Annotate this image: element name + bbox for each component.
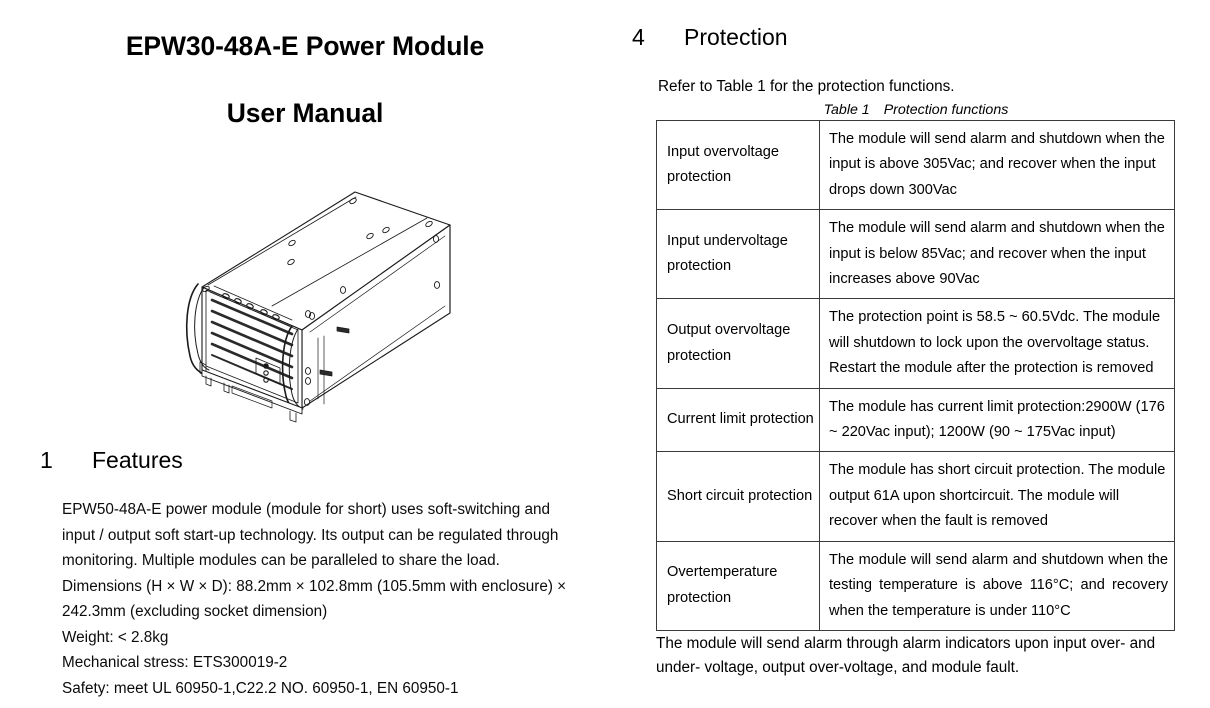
features-paragraph-3: Weight: < 2.8kg bbox=[62, 628, 169, 646]
page-subtitle: User Manual bbox=[226, 98, 384, 128]
table-row bbox=[657, 210, 1175, 299]
protection-name: Overtemperature protection bbox=[667, 564, 778, 606]
product-illustration bbox=[140, 180, 480, 430]
section-title: Protection bbox=[684, 24, 788, 50]
protection-description: The module will send alarm and shutdown when the testing temperature is above 116°C; and recovery when the temperature is under 110°C bbox=[829, 551, 1168, 619]
table-cell-description bbox=[820, 121, 1175, 210]
protection-functions-table bbox=[656, 120, 1175, 631]
table-cell-description bbox=[820, 210, 1175, 299]
table-row bbox=[657, 541, 1175, 630]
section-number: 1 bbox=[40, 447, 53, 473]
table-cell-name bbox=[657, 121, 820, 210]
protection-description: The module will send alarm and shutdown when the input is below 85Vac; and recover when the input increases above 90Vac bbox=[829, 220, 1165, 288]
table-cell-name bbox=[657, 210, 820, 299]
features-paragraph-5: Safety: meet UL 60950-1,C22.2 NO. 60950-1, EN 60950-1 bbox=[62, 679, 459, 697]
protection-description: The module will send alarm and shutdown when the input is above 305Vac; and recover when the input drops down 300Vac bbox=[829, 131, 1165, 198]
table-cell-name bbox=[657, 388, 820, 452]
protection-name: Current limit protection bbox=[667, 411, 814, 428]
protection-description: The module has current limit protection:2900W (176 ~ 220Vac input); 1200W (90 ~ 175Vac input) bbox=[829, 398, 1165, 441]
features-paragraph-2: Dimensions (H × W × D): 88.2mm × 102.8mm (105.5mm with enclosure) × 242.3mm (excluding socket dimension) bbox=[62, 577, 567, 620]
table-caption-text: Protection functions bbox=[883, 102, 1009, 118]
footer-note-text: The module will send alarm through alarm indicators upon input over- and under- voltage, output over-voltage, and module fault. bbox=[656, 635, 1156, 676]
section-title: Features bbox=[92, 447, 183, 473]
table-caption-label: Table 1 bbox=[823, 102, 870, 118]
table-cell-name bbox=[657, 452, 820, 541]
table-cell-description bbox=[820, 388, 1175, 452]
protection-name: Short circuit protection bbox=[667, 487, 813, 504]
features-paragraph-4: Mechanical stress: ETS300019-2 bbox=[62, 654, 288, 671]
protection-footer-note bbox=[656, 632, 1196, 680]
protection-name: Output overvoltage protection bbox=[667, 322, 791, 364]
table-row bbox=[657, 388, 1175, 452]
protection-description: The module has short circuit protection. The module output 61A upon shortcircuit. The module will recover when the fault is removed bbox=[829, 462, 1166, 530]
protection-description: The protection point is 58.5 ~ 60.5Vdc. The module will shutdown to lock upon the overvoltage status. Restart the module after the protection is removed bbox=[829, 309, 1161, 377]
section-heading-features bbox=[40, 447, 183, 474]
section-number: 4 bbox=[632, 24, 645, 50]
table-caption bbox=[656, 101, 1176, 119]
table-cell-name bbox=[657, 299, 820, 388]
table-cell-name bbox=[657, 541, 820, 630]
table-cell-description bbox=[820, 452, 1175, 541]
table-row bbox=[657, 121, 1175, 210]
features-body bbox=[62, 497, 572, 701]
table-cell-description bbox=[820, 541, 1175, 630]
protection-intro-text: Refer to Table 1 for the protection functions. bbox=[658, 78, 955, 95]
table-row bbox=[657, 452, 1175, 541]
table-row bbox=[657, 299, 1175, 388]
power-module-isometric-line-drawing bbox=[140, 180, 480, 430]
table-cell-description bbox=[820, 299, 1175, 388]
protection-name: Input overvoltage protection bbox=[667, 143, 779, 186]
protection-name: Input undervoltage protection bbox=[667, 232, 788, 275]
features-paragraph-1: EPW50-48A-E power module (module for short) uses soft-switching and input / output soft start-up technology. Its output can be regulated through monitoring. Multiple modules can be paralleled to share the load. bbox=[62, 501, 559, 569]
section-heading-protection bbox=[632, 24, 788, 51]
page-title: EPW30-48A-E Power Module bbox=[125, 31, 485, 61]
